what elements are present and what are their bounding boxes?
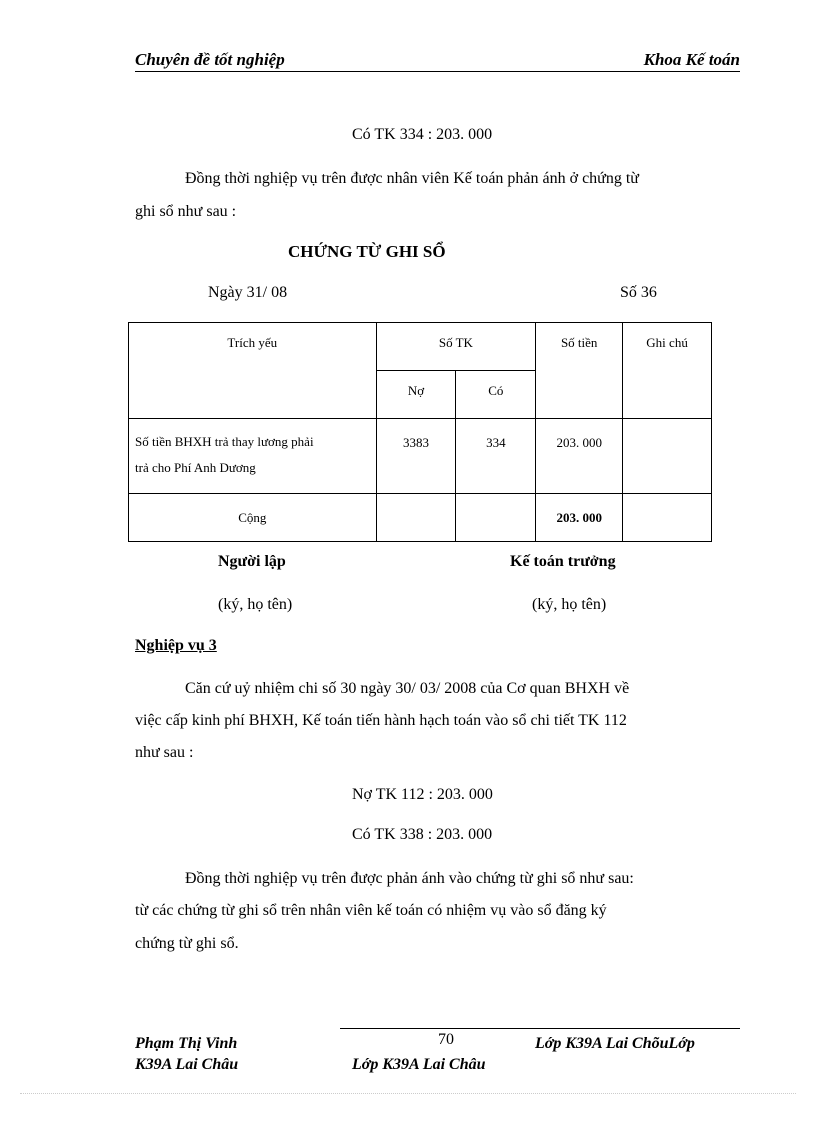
table-header-row	[129, 323, 712, 371]
paragraph-1-line-2: ghi sổ như sau :	[135, 203, 237, 220]
row-note	[623, 419, 712, 494]
page-bottom-divider	[20, 1093, 796, 1094]
row-credit-account: 334	[456, 419, 536, 494]
preparer-note: (ký, họ tên)	[218, 596, 293, 613]
section-3-para2-line-2: từ các chứng từ ghi sổ trên nhân viên kế toán có nhiệm vụ vào sổ đăng ký	[135, 902, 607, 919]
footer-author-line-1: Phạm Thị Vinh	[135, 1035, 238, 1052]
voucher-date: Ngày 31/ 08	[208, 284, 288, 301]
row-debit-account: 3383	[376, 419, 456, 494]
accountant-note: (ký, họ tên)	[532, 596, 607, 613]
subheader-cell-co: Có	[456, 371, 536, 419]
footer-rule	[340, 1028, 740, 1029]
header-cell-so-tien: Số tiền	[536, 323, 623, 419]
page-number: 70	[438, 1031, 454, 1048]
footer-class-right: Lớp K39A Lai ChõuLớp	[535, 1035, 695, 1052]
table-row	[129, 419, 712, 494]
paragraph-1-line-1: Đồng thời nghiệp vụ trên được nhân viên Kế toán phản ánh ở chứng từ	[185, 170, 639, 187]
total-amount-cell: 203. 000	[536, 494, 623, 542]
total-empty-no	[376, 494, 456, 542]
entry-co-338: Có TK 338 : 203. 000	[352, 826, 493, 843]
row-description-line-2: trả cho Phí Anh Dương	[135, 460, 256, 475]
page-header	[135, 50, 740, 72]
footer-author-line-2: K39A Lai Châu	[135, 1056, 239, 1073]
section-3-para2-line-3: chứng từ ghi sổ.	[135, 935, 239, 952]
accountant-title: Kế toán trưởng	[510, 553, 616, 570]
entry-co-334: Có TK 334 : 203. 000	[352, 126, 493, 143]
total-empty-co	[456, 494, 536, 542]
section-3-heading: Nghiệp vụ 3	[135, 637, 217, 654]
header-cell-so-tk: Số TK	[376, 323, 536, 371]
header-right-title: Khoa Kế toán	[643, 50, 740, 69]
row-amount: 203. 000	[536, 419, 623, 494]
voucher-number: Số 36	[620, 284, 657, 301]
section-3-para2-line-1: Đồng thời nghiệp vụ trên được phản ánh vào chứng từ ghi sổ như sau:	[185, 870, 634, 887]
voucher-table	[128, 322, 712, 542]
total-empty-note	[623, 494, 712, 542]
footer-class-mid: Lớp K39A Lai Châu	[352, 1056, 486, 1073]
header-cell-trich-yeu: Trích yếu	[129, 323, 377, 419]
row-description-cell	[129, 419, 377, 494]
total-label-cell: Cộng	[129, 494, 377, 542]
section-3-para-line-2: việc cấp kinh phí BHXH, Kế toán tiến hành hạch toán vào sổ chi tiết TK 112	[135, 712, 627, 729]
table-total-row	[129, 494, 712, 542]
section-3-para-line-1: Căn cứ uỷ nhiệm chi số 30 ngày 30/ 03/ 2008 của Cơ quan BHXH về	[185, 680, 630, 697]
header-cell-ghi-chu: Ghi chú	[623, 323, 712, 419]
row-description-line-1: Số tiền BHXH trả thay lương phải	[135, 434, 314, 449]
preparer-title: Người lập	[218, 553, 286, 570]
section-3-para-line-3: như sau :	[135, 744, 194, 761]
header-left-title: Chuyên đề tốt nghiệp	[135, 50, 285, 69]
subheader-cell-no: Nợ	[376, 371, 456, 419]
entry-no-112: Nợ TK 112 : 203. 000	[352, 786, 493, 803]
voucher-title: CHỨNG TỪ GHI SỔ	[288, 242, 446, 261]
